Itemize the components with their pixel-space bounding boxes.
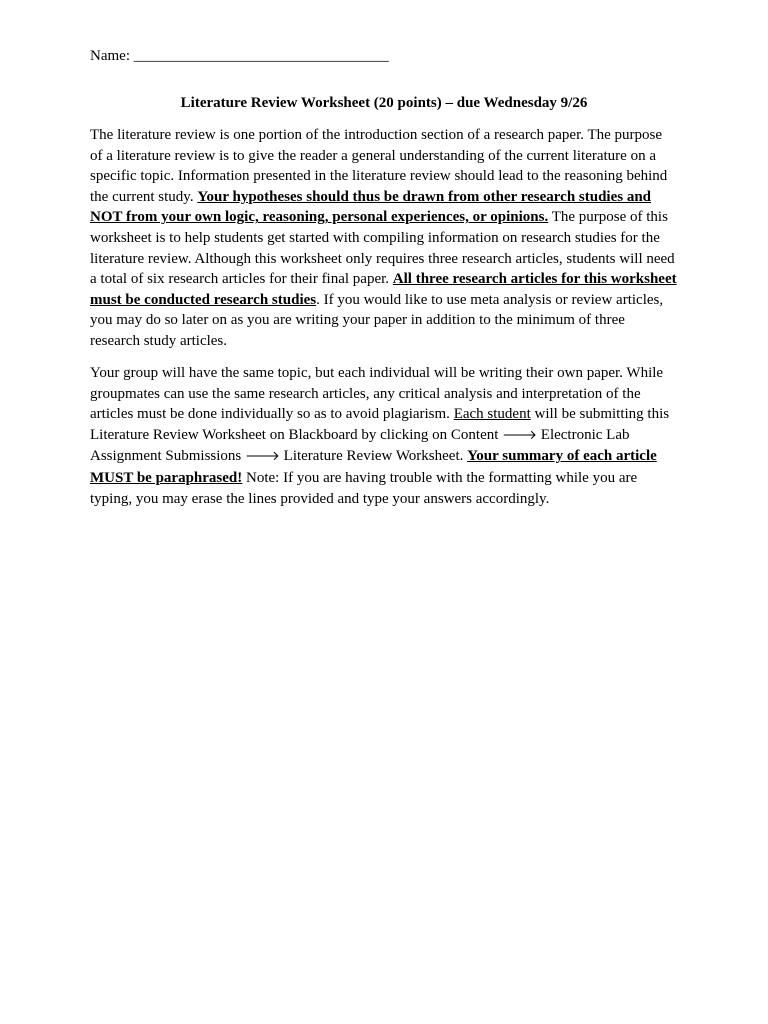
instructions-text-4: Literature Review Worksheet. xyxy=(279,448,468,465)
hypotheses-emphasis: Your hypotheses should thus be drawn from other research studies and NOT from your own logic, reasoning, personal experiences, or opinions. xyxy=(90,188,652,226)
instructions-text-5: Note: If you are having trouble with the formatting while you are typing, you may erase the lines provided and type your answers accordingly. xyxy=(90,469,638,507)
instructions-text-3: Electronic Lab Assignment Submissions xyxy=(90,426,630,465)
intro-text-1: The literature review is one portion of the introduction section of a research paper. The purpose of a literature review is to give the reader a general understanding of the current literature on a specific topic. Information presented in the literature review should lead to the reasoning behind the current study. xyxy=(90,127,668,205)
instructions-paragraph xyxy=(90,363,678,509)
worksheet-title: Literature Review Worksheet (20 points) – due Wednesday 9/26 xyxy=(180,95,588,111)
instructions-text-2: will be submitting this Literature Review Worksheet on Blackboard by clicking on Content xyxy=(90,406,670,443)
arrow-right-icon: 🡒 xyxy=(245,449,280,465)
research-articles-emphasis: All three research articles for this worksheet must be conducted research studies xyxy=(90,271,677,308)
intro-paragraph xyxy=(90,125,678,352)
intro-text-2: The purpose of this worksheet is to help students get started with compiling information on research studies for the literature review. Although this worksheet only requires three research articles, students will need a total of six research articles for their final paper. xyxy=(90,209,675,288)
instructions-text-1: Your group will have the same topic, but each individual will be writing their own paper. While groupmates can use the same research articles, any critical analysis and interpretation of the articles must be done individually so as to avoid plagiarism. xyxy=(90,365,664,423)
name-field-line: Name: __________________________________ xyxy=(90,48,389,64)
paraphrase-emphasis: Your summary of each article MUST be paraphrased! xyxy=(90,448,657,486)
intro-text-3: . If you would like to use meta analysis or review articles, you may do so later on as you are writing your paper in addition to the minimum of three research study articles. xyxy=(90,291,664,349)
arrow-right-icon: 🡒 xyxy=(502,427,538,443)
each-student-emphasis: Each student xyxy=(453,406,531,423)
